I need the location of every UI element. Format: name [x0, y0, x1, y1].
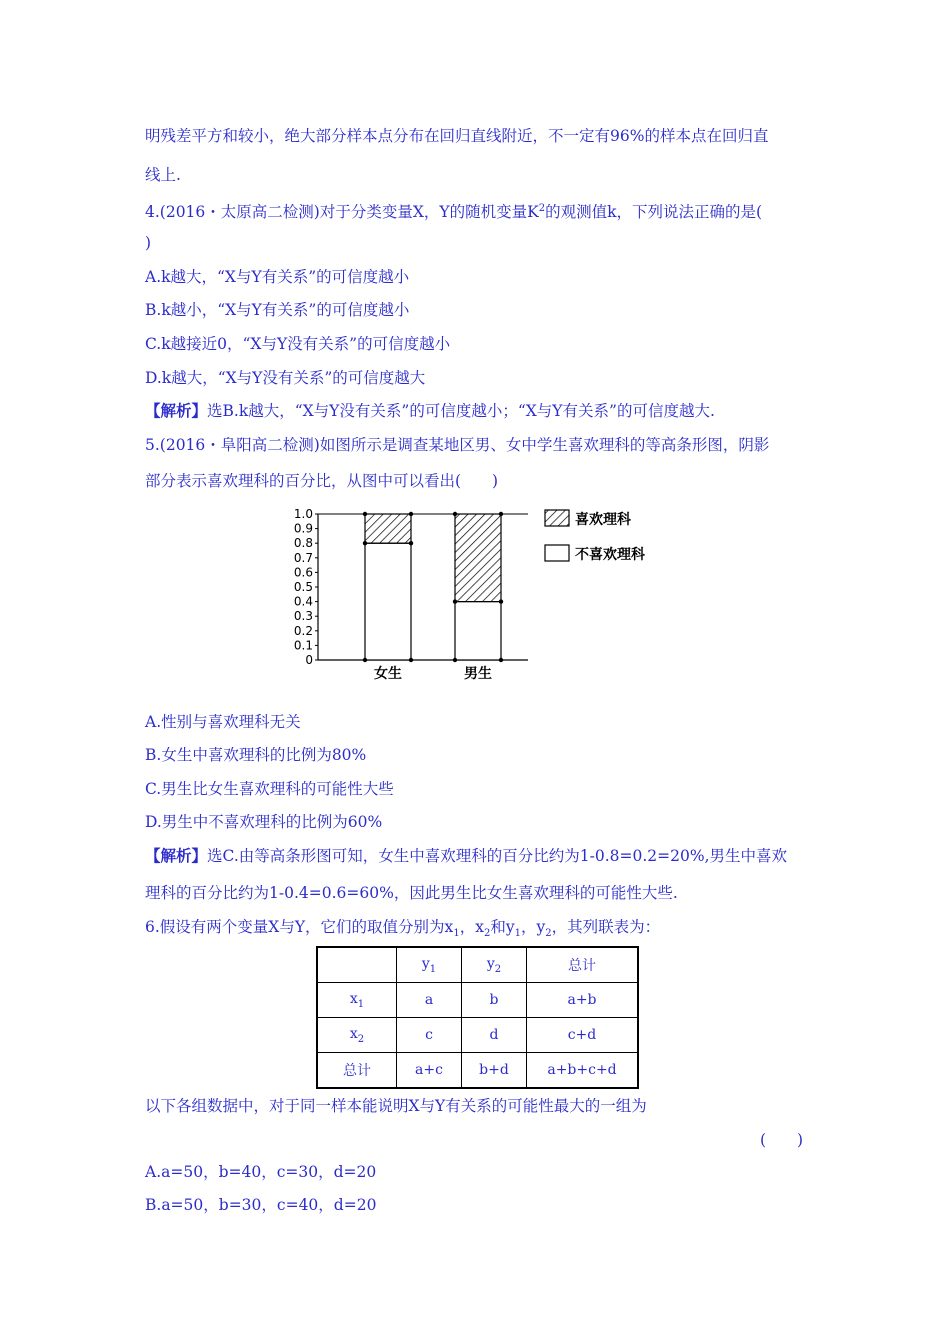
continued-text-line-2: 线上. [145, 166, 181, 184]
q5-option-a: A.性别与喜欢理科无关 [145, 713, 301, 731]
row-label [317, 1018, 397, 1053]
bar-corner-dot [453, 599, 457, 603]
bar-corner-dot [499, 658, 503, 662]
table-header-row [317, 947, 638, 983]
bar-corner-dot [453, 658, 457, 662]
q5-option-c: C.男生比女生喜欢理科的可能性大些 [145, 780, 394, 798]
legend-swatch-hatched [545, 510, 569, 526]
q5-solution-line-1 [145, 845, 815, 867]
question-6-ask: 以下各组数据中，对于同一样本能说明X与Y有关系的可能性最大的一组为 [145, 1097, 647, 1115]
table-cell: a+c [397, 1053, 462, 1089]
bar-not-like-science [455, 602, 501, 660]
table-header-cell: 总计 [527, 947, 639, 983]
table-row [317, 1018, 638, 1053]
bar-corner-dot [453, 512, 457, 516]
row-label-text: x [349, 1025, 358, 1042]
question-4-paren: ) [145, 234, 152, 252]
header-y1: y [421, 955, 430, 972]
bar-corner-dot [499, 599, 503, 603]
header-y2: y [486, 955, 495, 972]
y-tick-label: 0.7 [293, 550, 313, 565]
legend-label: 喜欢理科 [575, 512, 631, 528]
q5-solution-label: 【解析】 [145, 846, 208, 865]
table-cell: a+b+c+d [527, 1053, 639, 1089]
y-tick-label: 0 [305, 653, 313, 667]
table-header-cell [317, 947, 397, 983]
category-label: 女生 [374, 666, 402, 682]
q6-stem-d: ，y [520, 918, 546, 936]
q6-option-a: A.a=50，b=40，c=30，d=20 [145, 1163, 377, 1181]
q6-sub-3: 1 [514, 928, 521, 940]
q4-solution [145, 400, 815, 422]
bar-corner-dot [409, 541, 413, 545]
y-tick-label: 0.5 [293, 580, 313, 594]
table-cell: d [462, 1018, 527, 1053]
q6-sub-4: 2 [545, 928, 552, 940]
continued-text-line-1: 明残差平方和较小，绝大部分样本点分布在回归直线附近，不一定有96%的样本点在回归直 [145, 127, 769, 145]
q4-option-c: C.k越接近0，“X与Y没有关系”的可信度越小 [145, 335, 451, 353]
y-tick-label: 0.8 [293, 536, 313, 551]
table-header-cell [462, 947, 527, 983]
q4-option-b: B.k越小，“X与Y有关系”的可信度越小 [145, 301, 410, 319]
bar-like-science [455, 514, 501, 602]
header-y2-sub: 2 [494, 963, 502, 975]
table-cell: a [397, 983, 462, 1018]
row-label [317, 983, 397, 1018]
q6-sub-2: 2 [483, 928, 491, 940]
table-row [317, 1053, 638, 1089]
q5-option-b: B.女生中喜欢理科的比例为80% [145, 746, 367, 764]
bar-corner-dot [363, 512, 367, 516]
q6-stem-a: 6.假设有两个变量X与Y，它们的取值分别为x [145, 918, 454, 936]
question-4-stem [145, 198, 815, 223]
q4-option-d: D.k越大，“X与Y没有关系”的可信度越大 [145, 369, 426, 387]
contingency-table [316, 946, 639, 1089]
category-label: 男生 [464, 666, 492, 682]
table-cell: c+d [527, 1018, 639, 1053]
bar-not-like-science [365, 543, 411, 660]
table-cell: c [397, 1018, 462, 1053]
bar-corner-dot [409, 512, 413, 516]
q4-stem-a: 4.(2016・太原高二检测)对于分类变量X，Y的随机变量K [145, 203, 539, 222]
q4-stem-b: 的观测值k，下列说法正确的是( [545, 203, 763, 222]
bar-corner-dot [363, 658, 367, 662]
answer-paren: ( ) [760, 1131, 804, 1149]
q5-solution-text-1: 选C.由等高条形图可知，女生中喜欢理科的百分比约为1-0.8=0.2=20%,男生中喜欢 [207, 847, 788, 865]
legend-swatch-empty [545, 545, 569, 561]
row-label-sub: 1 [357, 998, 365, 1010]
q6-stem-b: ，x [459, 918, 484, 936]
y-tick-label: 1.0 [293, 507, 313, 521]
table-header-cell [397, 947, 462, 983]
y-tick-label: 0.3 [293, 609, 313, 624]
stacked-bar-chart [280, 498, 680, 688]
header-y1-sub: 1 [429, 963, 437, 975]
q6-option-b: B.a=50，b=30，c=40，d=20 [145, 1196, 377, 1214]
q6-stem-c: 和y [490, 918, 515, 936]
y-tick-label: 0.9 [293, 521, 313, 536]
table-cell: b+d [462, 1053, 527, 1089]
question-6-stem [145, 916, 815, 945]
q4-solution-label: 【解析】 [145, 401, 208, 420]
question-5-stem-2: 部分表示喜欢理科的百分比，从图中可以看出( ) [145, 472, 499, 490]
y-tick-label: 0.4 [293, 594, 313, 609]
table-row [317, 983, 638, 1018]
q6-sub-1: 1 [453, 928, 460, 940]
table-cell: a+b [527, 983, 639, 1018]
q4-option-a: A.k越大，“X与Y有关系”的可信度越小 [145, 268, 410, 286]
row-label: 总计 [317, 1053, 397, 1089]
table-cell: b [462, 983, 527, 1018]
y-tick-label: 0.6 [293, 565, 313, 580]
q5-solution-line-2: 理科的百分比约为1-0.4=0.6=60%，因此男生比女生喜欢理科的可能性大些. [145, 884, 678, 902]
y-tick-label: 0.1 [293, 638, 313, 653]
bar-like-science [365, 514, 411, 543]
y-tick-label: 0.2 [293, 623, 313, 638]
q4-solution-text: 选B.k越大，“X与Y没有关系”的可信度越小；“X与Y有关系”的可信度越大. [207, 402, 715, 420]
q4-superscript: 2 [538, 203, 546, 214]
question-5-stem-1: 5.(2016・阜阳高二检测)如图所示是调查某地区男、女中学生喜欢理科的等高条形图，阴影 [145, 436, 770, 454]
legend-label: 不喜欢理科 [575, 547, 645, 563]
bar-corner-dot [363, 541, 367, 545]
row-label-text: x [349, 990, 358, 1007]
bar-corner-dot [409, 658, 413, 662]
q5-option-d: D.男生中不喜欢理科的比例为60% [145, 813, 383, 831]
q6-stem-e: ，其列联表为： [551, 918, 661, 936]
row-label-sub: 2 [357, 1033, 365, 1045]
bar-corner-dot [499, 512, 503, 516]
